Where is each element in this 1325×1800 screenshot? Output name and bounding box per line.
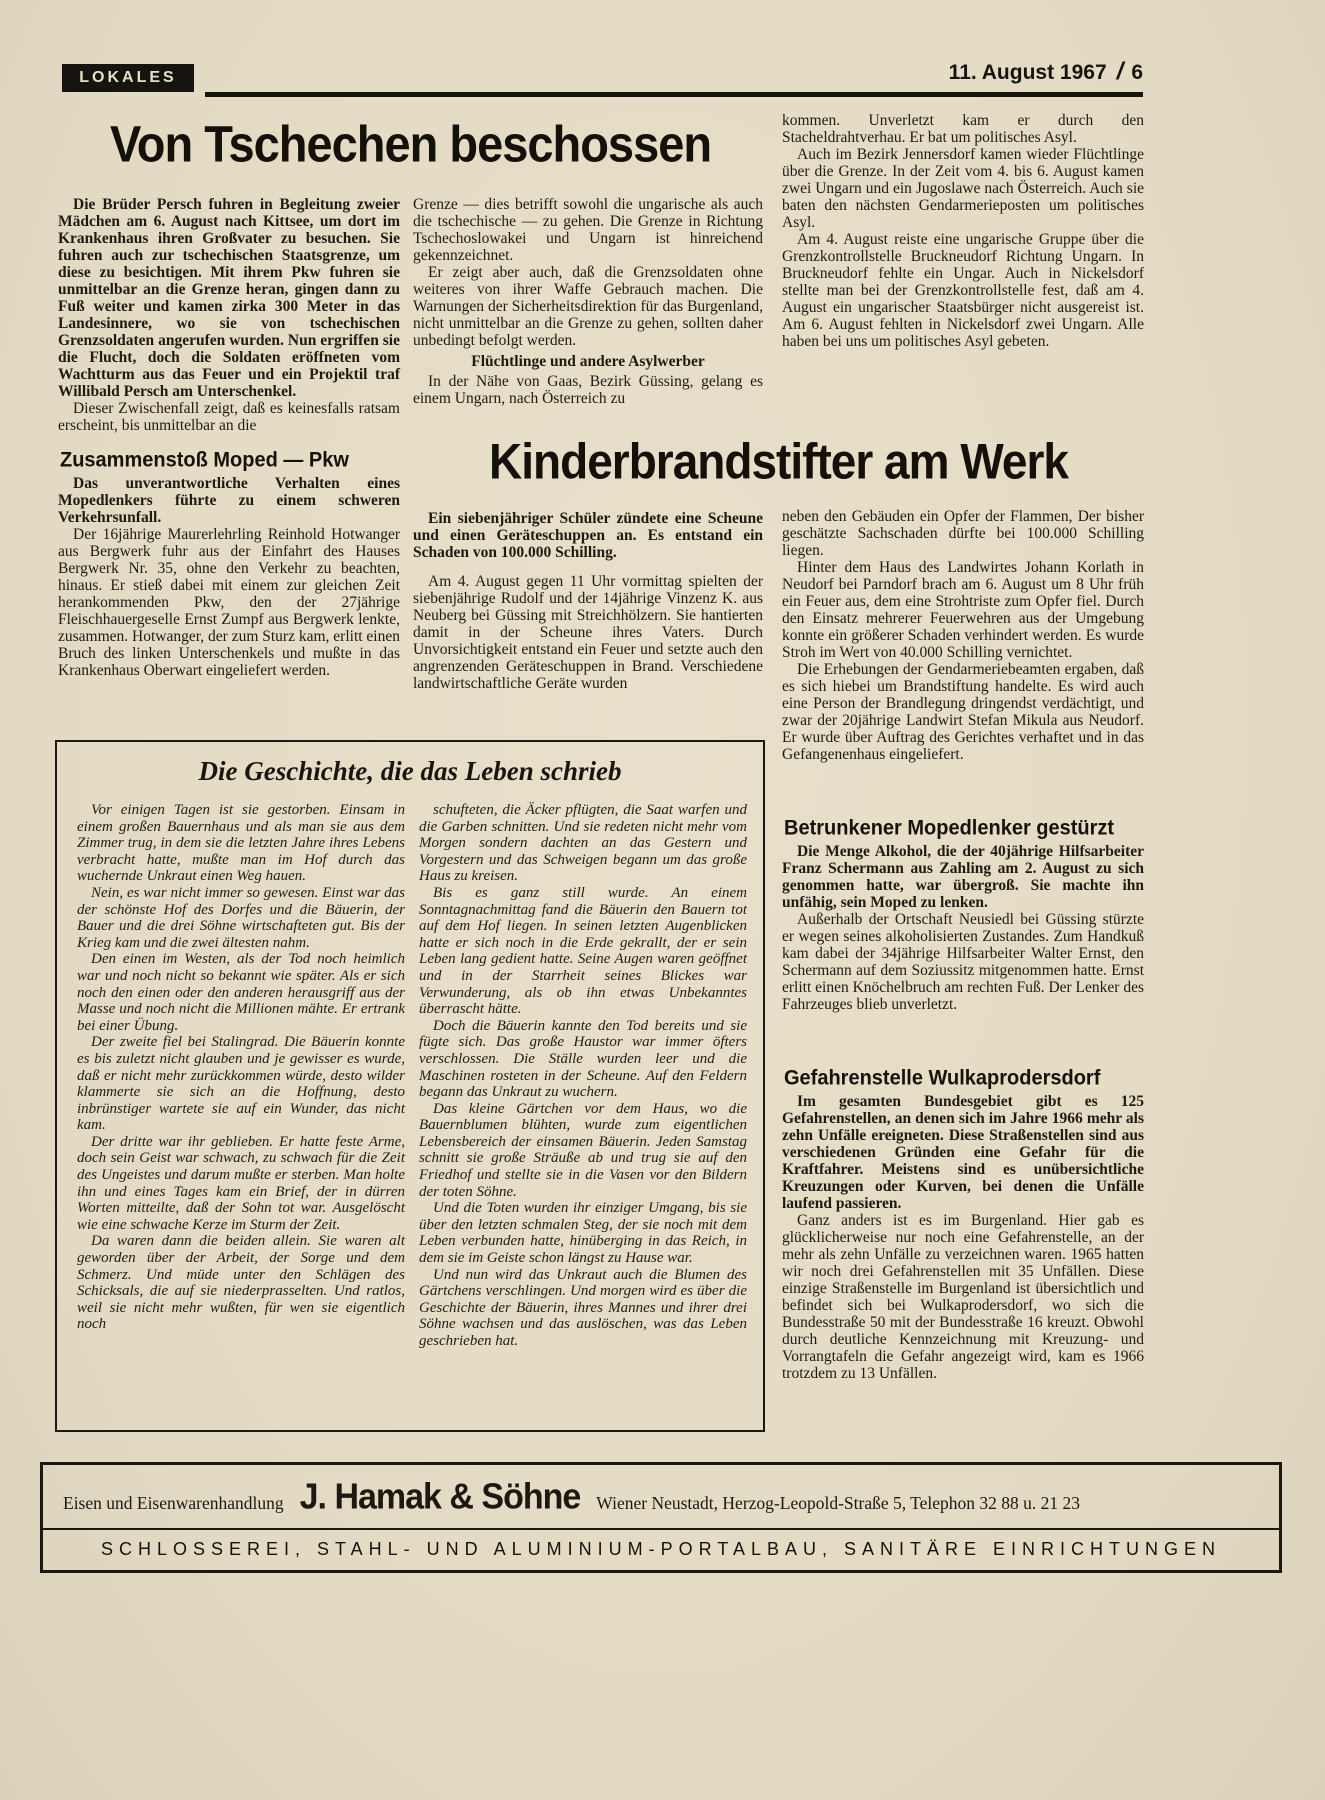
- article-body: [782, 911, 1144, 1013]
- paragraph: Ganz anders ist es im Burgenland. Hier gab es glücklicherweise nur noch eine Gefahrenstelle, an der mehr als zehn Unfälle zu verzeichnen waren. 1965 hatten wir noch drei Gefahrenstellen mit 35 Unfällen. Diese einzige Straßenstelle im Burgenland ist übersichtlich und befindet sich bei Wulkaprodersdorf, wo sich die Bundesstraße 50 mit der Bundesstraße 16 kreuzt. Obwohl durch deutliche Kennzeichnung mit Kreuzung- und Vorrangtafeln die Gefahr angezeigt wird, kam es 1966 trotzdem zu 13 Unfällen.: [782, 1212, 1144, 1382]
- dateline: [800, 58, 1143, 86]
- article-body: [782, 1212, 1144, 1382]
- paragraph: Vor einigen Tagen ist sie gestorben. Einsam in einem großen Bauernhaus und als man sie aus dem Zimmer trug, in dem sie die letzten Jahre ihres Lebens verbracht hatte, mußte man im Hof durch das wuchernde Unkraut einen Weg hauen.: [77, 802, 405, 885]
- page-number: 6: [1131, 61, 1143, 84]
- paragraph: Der zweite fiel bei Stalingrad. Die Bäuerin konnte es bis zuletzt nicht glauben und je gewisser es wurde, daß er nicht mehr zurückkommen würde, desto wilder klammerte sie sich an die Hoffnung, desto inbrünstiger wartete sie auf ein Wunder, das nicht kam.: [77, 1034, 405, 1134]
- subhead-betrunkener-mopedlenker: Betrunkener Mopedlenker gestürzt: [784, 816, 1115, 840]
- ad-top-row: [43, 1465, 1279, 1528]
- paragraph: Auch im Bezirk Jennersdorf kamen wieder Flüchtlinge über die Grenze. In der Zeit vom 4. bis 6. August kamen zwei Ungarn und ein Jugoslawe nach Österreich. Auch sie baten den nächsten Gendarmerieposten um politisches Asyl.: [782, 146, 1144, 231]
- feature-story-box: [55, 740, 765, 1432]
- article-body: [413, 573, 763, 692]
- paragraph: Da waren dann die beiden allein. Sie waren alt geworden über der Arbeit, der Sorge und dem Schmerz. Und müde unter den Schlägen des Schicksals, die auf sie niederprasselten. Und ratlos, weil sie nicht mehr wußten, für wen sie eigentlich noch: [77, 1233, 405, 1333]
- article-lead: Im gesamten Bundesgebiet gibt es 125 Gefahrenstellen, an denen sich im Jahre 1966 mehr als zehn Unfälle ereigneten. Diese Straßenstellen sind aus verschiedenen Gründen eine Gefahr für die Kraftfahrer. Meistens sind es unübersichtliche Kreuzungen oder Kurven, bei denen die Unfälle laufend passieren.: [782, 1093, 1144, 1212]
- article-body: [413, 196, 763, 349]
- paragraph: schufteten, die Äcker pflügten, die Saat warfen und die Garben schnitten. Und sie redeten nicht mehr vom Morgen sondern dachten an das Gestern und Vorgestern und das Schweigen begann um das große Haus zu kreisen.: [419, 802, 747, 885]
- paragraph: Der dritte war ihr geblieben. Er hatte feste Arme, doch sein Geist war schwach, zu schwach für die Zeit des Ungeistes und darum mußte er sterben. Man holte ihn und eines Tages kam ein Brief, der in dürren Worten mitteilte, daß der Sohn tot war. Ausgelöscht wie eine schwache Kerze im Sturm der Zeit.: [77, 1133, 405, 1233]
- article-lead: Das unverantwortliche Verhalten eines Mopedlenkers führte zu einem schweren Verkehrsunfall.: [58, 475, 400, 526]
- subhead-fluechtlinge: Flüchtlinge und andere Asylwerber: [471, 353, 705, 370]
- header-rule: [205, 92, 1143, 97]
- paragraph: Dieser Zwischenfall zeigt, daß es keinesfalls ratsam erscheint, bis unmittelbar an die: [58, 400, 400, 434]
- date-text: 11. August 1967: [948, 61, 1107, 84]
- article-persch-column-1: [58, 196, 400, 434]
- ad-prefix-text: Eisen und Eisenwarenhandlung: [63, 1493, 284, 1513]
- paragraph: neben den Gebäuden ein Opfer der Flammen, Der bisher geschätzte Sachschaden dürfte bei 100.000 Schilling liegen.: [782, 508, 1144, 559]
- article-body: [413, 373, 763, 407]
- article-body: [58, 400, 400, 434]
- date-separator: /: [1116, 58, 1124, 85]
- article-drunk-moped: [782, 816, 1144, 1013]
- feature-column-2: [419, 802, 747, 1350]
- article-lead: Die Menge Alkohol, die der 40jährige Hilfsarbeiter Franz Schermann aus Zahling am 2. August zu sich genommen hatte, war übergroß. Sie machte ihn unfähig, sein Moped zu lenken.: [782, 843, 1144, 911]
- subhead-zusammenstoss-moped-pkw: Zusammenstoß Moped — Pkw: [60, 448, 349, 472]
- article-fire-column-1: [413, 510, 763, 692]
- paragraph: Doch die Bäuerin kannte den Tod bereits und sie fügte sich. Das große Haustor war immer öfters verschlossen. Die Ställe wurden leer und die Maschinen rosteten in der Scheune. Auf den Feldern begann das Unkraut zu wuchern.: [419, 1017, 747, 1101]
- headline-kinderbrandstifter-am-werk: Kinderbrandstifter am Werk: [489, 433, 1068, 490]
- paragraph: Er zeigt aber auch, daß die Grenzsoldaten ohne weiteres von ihrer Waffe Gebrauch machen. Die Warnungen der Sicherheitsdirektion für das Burgenland, nicht unmittelbar an die Grenze zu gehen, sollten daher unbedingt befolgt werden.: [413, 264, 763, 349]
- paragraph: Am 4. August reiste eine ungarische Gruppe über die Grenzkontrollstelle Bruckneudorf Richtung Ungarn. In Bruckneudorf fehlte ein Ungar. Auch in Nickelsdorf stellte man bei der Grenzkontrollstelle fest, daß am 4. August ein ungarischer Staatsbürger nicht ausgereist ist. Am 6. August fehlten in Nickelsdorf zwei Ungarn. Alle haben bei uns um politisches Asyl gebeten.: [782, 231, 1144, 350]
- article-fire-column-2: [782, 508, 1144, 763]
- article-gefahrenstelle: [782, 1066, 1144, 1382]
- feature-column-1: [77, 802, 405, 1333]
- paragraph: Und die Toten wurden ihr einziger Umgang, bis sie über den letzten schmalen Steg, der sie noch mit dem Leben verbunden hatte, hinüberging in das Reich, in dem sie im Geiste schon längst zu Hause war.: [419, 1200, 747, 1267]
- paragraph: Nein, es war nicht immer so gewesen. Einst war das der schönste Hof des Dorfes und die Bäuerin, der Bauer und die drei Söhne wirtschafteten gut. Bis der Krieg kam und die zwei ältesten nahm.: [77, 884, 405, 951]
- article-moped: [58, 448, 400, 679]
- article-body: [58, 526, 400, 679]
- article-persch-column-2: [413, 196, 763, 407]
- ad-address-text: Wiener Neustadt, Herzog-Leopold-Straße 5, Telephon 32 88 u. 21 23: [596, 1493, 1081, 1513]
- advertisement-hamak: [40, 1462, 1282, 1573]
- headline-von-tschechen-beschossen: Von Tschechen beschossen: [109, 115, 712, 173]
- paragraph: Bis es ganz still wurde. An einem Sonntagnachmittag fand die Bäuerin den Bauern tot auf dem Hof liegen. In seinen letzten Augenblicken hatte er sich noch in die Erde gekrallt, der er sein Leben lang gedient hatte. Seine Augen waren geöffnet und in der Starrheit seines Blickes war Verwunderung, als ob ihn etwas Unbekanntes überrascht hätte.: [419, 884, 747, 1018]
- paragraph: In der Nähe von Gaas, Bezirk Güssing, gelang es einem Ungarn, nach Österreich zu: [413, 373, 763, 407]
- article-lead: Die Brüder Persch fuhren in Begleitung zweier Mädchen am 6. August nach Kittsee, um dort im Krankenhaus ihren Großvater zu besuchen. Sie fuhren auch zur tschechischen Staatsgrenze, um diese zu besichtigen. Mit ihrem Pkw fuhren sie unmittelbar an die Grenze heran, gingen dann zu Fuß weiter und kamen zirka 300 Meter in das Landesinnere, wo sie von tschechischen Grenzsoldaten angerufen wurden. Nun ergriffen sie die Flucht, doch die Soldaten eröffneten vom Wachtturm aus das Feuer und ein Projektil traf Willibald Persch am Unterschenkel.: [58, 196, 400, 400]
- ad-brand-name: J. Hamak & Söhne: [299, 1477, 581, 1517]
- paragraph: Die Erhebungen der Gendarmeriebeamten ergaben, daß es sich hiebei um Brandstiftung handelte. Es wird auch eine Person der Brandlegung dringendst verdächtigt, und zwar der 20jährige Landwirt Stefan Mikula aus Neudorf. Er wurde über Auftrag des Gerichtes verhaftet und in das Gefangenenhaus eingeliefert.: [782, 661, 1144, 763]
- paragraph: Am 4. August gegen 11 Uhr vormittag spielten der siebenjährige Rudolf und der 14jährige Vinzenz K. aus Neuberg bei Güssing mit Streichhölzern. Sie hantierten damit in der Scheune ihres Vaters. Durch Unvorsichtigkeit entstand ein Feuer und setzte auch den angrenzenden Geräteschuppen in Brand. Verschiedene landwirtschaftliche Geräte wurden: [413, 573, 763, 692]
- paragraph: Den einen im Westen, als der Tod noch heimlich war und noch nicht so bekannt wie später. Als er sich noch den einen oder den anderen herausgriff aus der Masse und noch nicht die Millionen mähte. Er ertrank bei einer Übung.: [77, 951, 405, 1034]
- section-label: LOKALES: [62, 64, 194, 92]
- subhead-gefahrenstelle-wulkaprodersdorf: Gefahrenstelle Wulkaprodersdorf: [784, 1066, 1101, 1090]
- paragraph: Hinter dem Haus des Landwirtes Johann Korlath in Neudorf bei Parndorf brach am 6. August um 8 Uhr früh ein Feuer aus, dem eine Strohtriste zum Opfer fiel. Durch den Einsatz mehrerer Feuerwehren aus der Umgebung konnte ein größerer Schaden verhindert werden. Es wurde Stroh im Wert von 40.000 Schilling vernichtet.: [782, 559, 1144, 661]
- paragraph: Außerhalb der Ortschaft Neusiedl bei Güssing stürzte er wegen seines alkoholisierten Zustandes. Zum Handkuß kam dabei der 34jährige Hilfsarbeiter Walter Ernst, den Schermann auf dem Soziussitz mitgenommen hatte. Ernst erlitt einen Knöchelbruch am rechten Fuß. Der Lenker des Fahrzeuges blieb unverletzt.: [782, 911, 1144, 1013]
- paragraph: Grenze — dies betrifft sowohl die ungarische als auch die tschechische — zu gehen. Die Grenze in Richtung Tschechoslowakei und Ungarn ist hinreichend gekennzeichnet.: [413, 196, 763, 264]
- paragraph: Der 16jährige Maurerlehrling Reinhold Hotwanger aus Bergwerk fuhr aus der Einfahrt des Hauses Bergwerk Nr. 35, ohne den Verkehr zu beachten, hinaus. Er stieß dabei mit einem zur gleichen Zeit herankommenden Pkw, den der 27jährige Fleischhauergeselle Ernst Zumpf aus Bergwerk lenkte, zusammen. Hotwanger, der zum Sturz kam, erlitt einen Bruch des linken Unterschenkels und mußte in das Krankenhaus Oberwart eingeliefert werden.: [58, 526, 400, 679]
- article-persch-column-3: [782, 112, 1144, 350]
- feature-title: Die Geschichte, die das Leben schrieb: [198, 756, 622, 786]
- paragraph: Und nun wird das Unkraut auch die Blumen des Gärtchens verschlingen. Und morgen wird es über die Geschichte der Bäuerin, ihres Mannes und ihrer drei Söhne wachsen und das auslöschen, was das Leben geschrieben hat.: [419, 1266, 747, 1349]
- ad-footer-line: SCHLOSSEREI, STAHL- UND ALUMINIUM-PORTALBAU, SANITÄRE EINRICHTUNGEN: [43, 1528, 1279, 1570]
- paragraph: Das kleine Gärtchen vor dem Haus, wo die Bauernblumen blühten, wurde zum eigentlichen Lebensbereich der einsamen Bäuerin. Jeden Samstag schnitt sie große Sträuße ab und trug sie auf den Friedhof und stellte sie in die Vasen vor den Bildern der toten Söhne.: [419, 1100, 747, 1200]
- paragraph: kommen. Unverletzt kam er durch den Stacheldrahtverhau. Er bat um politisches Asyl.: [782, 112, 1144, 146]
- article-lead: Ein siebenjähriger Schüler zündete eine Scheune und einen Geräteschuppen an. Es entstand ein Schaden von 100.000 Schilling.: [413, 510, 763, 561]
